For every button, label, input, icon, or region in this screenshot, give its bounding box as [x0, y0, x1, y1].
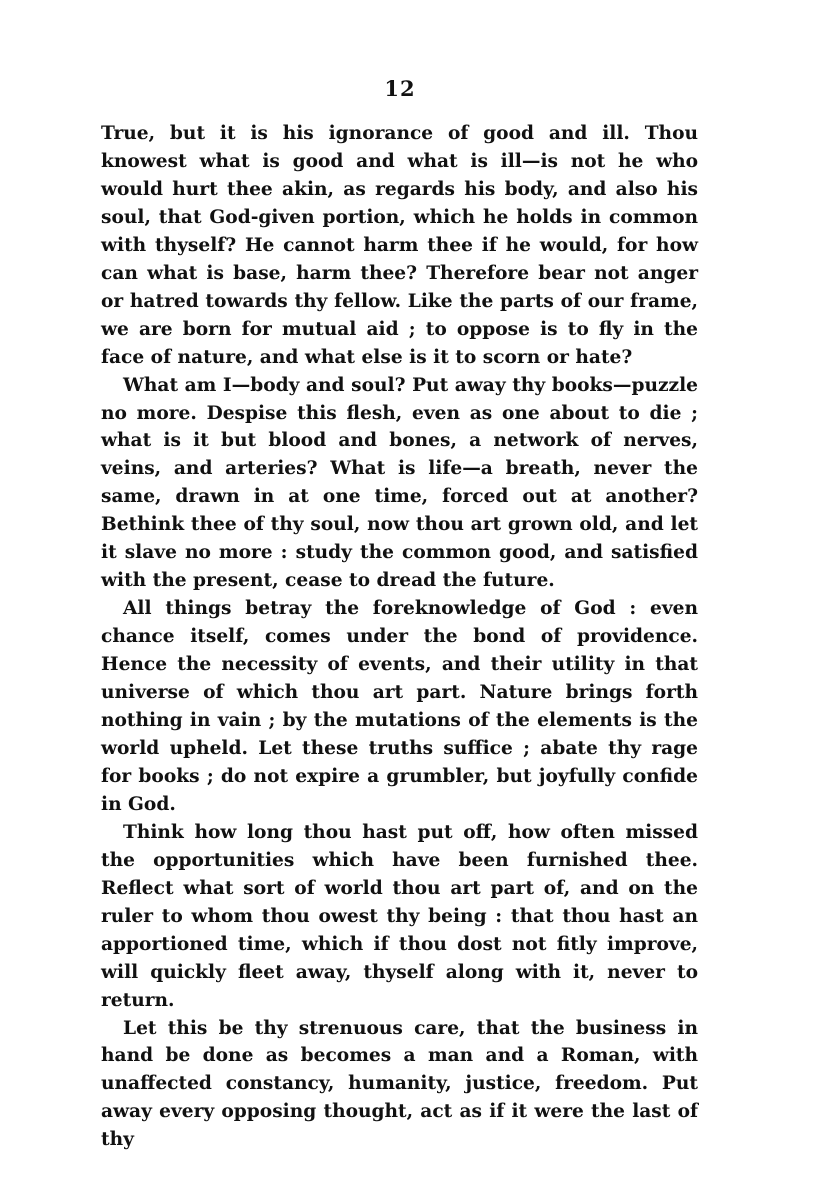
paragraph-2: What am I—body and soul? Put away thy books—puzzle no more. Despise this flesh, even as one about to die ; what is it but blood and bones, a network of nerves, veins, and arteries? What is life—a breath, never the same, drawn in at one time, forced out at another? Bethink thee of thy soul, now thou art grown old, and let it slave no more : study the common good, and satisfied with the present, cease to dread the future.: [101, 374, 698, 592]
page-number: 12: [384, 76, 416, 101]
paragraph-1: True, but it is his ignorance of good and ill. Thou knowest what is good and what is ill—is not he who would hurt thee akin, as regards his body, and also his soul, that God-given portion, which he holds in common with thyself? He cannot harm thee if he would, for how can what is base, harm thee? Therefore bear not anger or hatred towards thy fellow. Like the parts of our frame, we are born for mutual aid ; to oppose is to fly in the face of nature, and what else is it to scorn or hate?: [101, 123, 698, 368]
paragraph-3: All things betray the foreknowledge of God : even chance itself, comes under the bond of providence. Hence the necessity of events, and their utility in that universe of which thou art part. Nature brings forth nothing in vain ; by the mutations of the elements is the world upheld. Let these truths suffice ; abate thy rage for books ; do not expire a grumbler, but joyfully confide in God.: [101, 598, 698, 815]
paragraph-4: Think how long thou hast put off, how often missed the opportunities which have been furnished thee. Reflect what sort of world thou art part of, and on the ruler to whom thou owest thy being : that thou hast an apportioned time, which if thou dost not fitly improve, will quickly fleet away, thyself along with it, never to return.: [101, 821, 698, 1011]
page-text-body: [101, 120, 698, 1154]
paragraph-5: Let this be thy strenuous care, that the business in hand be done as becomes a man and a Roman, with unaffected constancy, humanity, justice, freedom. Put away every opposing thought, act as if it were the last of thy: [101, 1017, 698, 1151]
